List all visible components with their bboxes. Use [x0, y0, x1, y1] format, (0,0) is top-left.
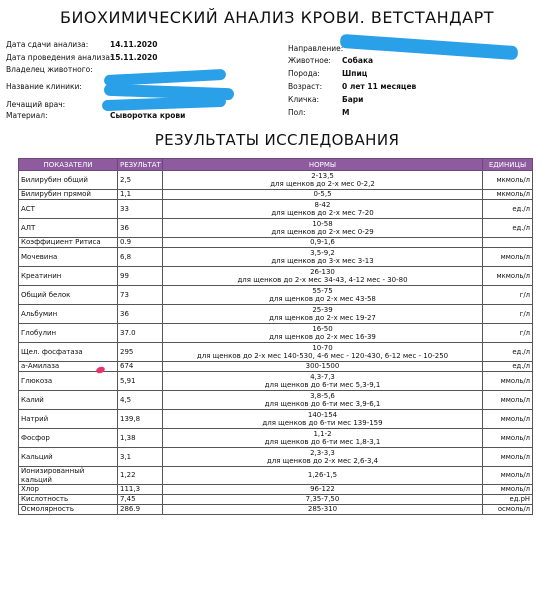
- page-title: БИОХИМИЧЕСКИЙ АНАЛИЗ КРОВИ. ВЕТСТАНДАРТ: [59, 8, 494, 27]
- norm-puppy: для щенков до 2-х мес 2,6-3,4: [266, 457, 379, 465]
- norm-puppy: для щенков до 2-х мес 140-530, 4-6 мес - 120-430, 6-12 мес - 10-250: [196, 352, 449, 360]
- unit-value: ед./л: [483, 219, 533, 238]
- norm-cell: [163, 343, 483, 362]
- parameter-name: Билирубин общий: [19, 171, 118, 190]
- unit-value: г/л: [483, 324, 533, 343]
- results-body: [19, 171, 533, 515]
- unit-value: мкмоль/л: [483, 267, 533, 286]
- norm-primary: 25-39: [312, 305, 333, 314]
- parameter-name: Кальций: [19, 448, 118, 467]
- table-row: [19, 429, 533, 448]
- unit-value: г/л: [483, 286, 533, 305]
- results-table: [18, 158, 533, 515]
- norm-cell: [163, 190, 483, 200]
- animal-value: Собака: [342, 56, 374, 65]
- parameter-name: Кислотность: [19, 495, 118, 505]
- norm-cell: [163, 467, 483, 485]
- result-value: 674: [118, 362, 163, 372]
- table-row: [19, 467, 533, 485]
- parameter-name: АСТ: [19, 200, 118, 219]
- table-row: [19, 448, 533, 467]
- breed-label: Порода:: [288, 69, 320, 78]
- norm-primary: 4,3-7,3: [310, 372, 335, 381]
- norm-primary: 10-70: [312, 343, 333, 352]
- table-row: [19, 324, 533, 343]
- age-value: 0 лет 11 месяцев: [342, 82, 417, 91]
- unit-value: ммоль/л: [483, 485, 533, 495]
- norm-cell: [163, 238, 483, 248]
- parameter-name: Общий белок: [19, 286, 118, 305]
- unit-value: [483, 238, 533, 248]
- table-row: [19, 219, 533, 238]
- result-value: 73: [118, 286, 163, 305]
- redaction-doctor: [102, 96, 226, 111]
- table-row: [19, 485, 533, 495]
- table-row: [19, 248, 533, 267]
- parameter-name: Коэффициент Ритиса: [19, 238, 118, 248]
- norm-cell: [163, 391, 483, 410]
- norm-cell: [163, 267, 483, 286]
- result-value: 99: [118, 267, 163, 286]
- table-row: [19, 200, 533, 219]
- result-value: 286.9: [118, 505, 163, 515]
- doctor-label: Лечащий врач:: [6, 100, 66, 109]
- table-row: [19, 343, 533, 362]
- norm-primary: 1,1-2: [313, 429, 332, 438]
- norm-primary: 26-130: [310, 267, 335, 276]
- norm-puppy: для щенков до 3-х мес 3-13: [271, 257, 374, 265]
- table-header-row: [19, 159, 533, 171]
- norm-primary: 0,9-1,6: [310, 238, 335, 247]
- norm-cell: [163, 200, 483, 219]
- norm-primary: 0-5,5: [313, 190, 332, 199]
- parameter-name: Креатинин: [19, 267, 118, 286]
- norm-primary: 1,26-1,5: [307, 471, 338, 480]
- norm-primary: 285-310: [307, 505, 338, 514]
- column-header-parameter: ПОКАЗАТЕЛИ: [19, 159, 118, 171]
- norm-cell: [163, 429, 483, 448]
- submit-date-label: Дата сдачи анализа:: [6, 40, 89, 49]
- norm-cell: [163, 248, 483, 267]
- norm-cell: [163, 505, 483, 515]
- result-value: 2,5: [118, 171, 163, 190]
- analysis-date-label: Дата проведения анализа:: [6, 53, 113, 62]
- parameter-name: Хлор: [19, 485, 118, 495]
- result-value: 36: [118, 305, 163, 324]
- unit-value: ед./л: [483, 362, 533, 372]
- nickname-label: Кличка:: [288, 95, 320, 104]
- column-header-norms: НОРМЫ: [163, 159, 483, 171]
- breed-value: Шпиц: [342, 69, 368, 78]
- norm-cell: [163, 372, 483, 391]
- norm-puppy: для щенков до 2-х мес 7-20: [271, 209, 374, 217]
- norm-puppy: для щенков до 2-х мес 43-58: [269, 295, 376, 303]
- results-title: РЕЗУЛЬТАТЫ ИССЛЕДОВАНИЯ: [154, 131, 400, 149]
- norm-cell: [163, 448, 483, 467]
- table-row: [19, 305, 533, 324]
- unit-value: мкмоль/л: [483, 190, 533, 200]
- material-value: Сыворотка крови: [110, 111, 186, 120]
- result-value: 295: [118, 343, 163, 362]
- parameter-name: Калий: [19, 391, 118, 410]
- analysis-date-value: 15.11.2020: [110, 53, 158, 62]
- parameter-name: Глюкоза: [19, 372, 118, 391]
- unit-value: ммоль/л: [483, 372, 533, 391]
- result-value: 37.0: [118, 324, 163, 343]
- unit-value: ед.pH: [483, 495, 533, 505]
- result-value: 0.9: [118, 238, 163, 248]
- norm-primary: 55-75: [312, 286, 333, 295]
- unit-value: ммоль/л: [483, 391, 533, 410]
- norm-cell: [163, 495, 483, 505]
- unit-value: ммоль/л: [483, 410, 533, 429]
- result-value: 3,1: [118, 448, 163, 467]
- table-row: [19, 267, 533, 286]
- table-row: [19, 190, 533, 200]
- sex-value: М: [342, 108, 350, 117]
- parameter-name: Осмолярность: [19, 505, 118, 515]
- parameter-name: Ионизированный кальций: [19, 467, 118, 485]
- unit-value: ед./л: [483, 343, 533, 362]
- norm-cell: [163, 324, 483, 343]
- table-row: [19, 171, 533, 190]
- column-header-result: РЕЗУЛЬТАТ: [118, 159, 163, 171]
- table-row: [19, 410, 533, 429]
- norm-primary: 10-58: [312, 219, 333, 228]
- norm-puppy: для щенков до 2-х мес 0-2,2: [270, 180, 375, 188]
- result-value: 4,5: [118, 391, 163, 410]
- result-value: 7,45: [118, 495, 163, 505]
- unit-value: ммоль/л: [483, 429, 533, 448]
- norm-primary: 7,35-7,50: [305, 495, 340, 504]
- unit-value: мкмоль/л: [483, 171, 533, 190]
- parameter-name: Альбумин: [19, 305, 118, 324]
- result-value: 139,8: [118, 410, 163, 429]
- unit-value: ммоль/л: [483, 448, 533, 467]
- result-value: 5,91: [118, 372, 163, 391]
- clinic-label: Название клиники:: [6, 82, 82, 91]
- table-row: [19, 391, 533, 410]
- norm-primary: 3,5-9,2: [310, 248, 335, 257]
- norm-cell: [163, 171, 483, 190]
- norm-puppy: для щенков до 2-х мес 0-29: [271, 228, 374, 236]
- owner-label: Владелец животного:: [6, 65, 93, 74]
- result-value: 6,8: [118, 248, 163, 267]
- norm-puppy: для щенков до 6-ти мес 5,3-9,1: [264, 381, 381, 389]
- result-value: 33: [118, 200, 163, 219]
- parameter-name: Фосфор: [19, 429, 118, 448]
- material-label: Материал:: [6, 111, 48, 120]
- norm-cell: [163, 286, 483, 305]
- norm-primary: 3,8-5,6: [310, 391, 335, 400]
- norm-primary: 300-1500: [305, 362, 340, 371]
- animal-label: Животное:: [288, 56, 331, 65]
- norm-cell: [163, 410, 483, 429]
- table-row: [19, 372, 533, 391]
- parameter-name: Щел. фосфатаза: [19, 343, 118, 362]
- norm-primary: 2-13,5: [311, 171, 334, 180]
- sex-label: Пол:: [288, 108, 306, 117]
- submit-date-value: 14.11.2020: [110, 40, 158, 49]
- parameter-name: а-Амилаза: [19, 362, 118, 372]
- table-row: [19, 495, 533, 505]
- norm-primary: 16-50: [312, 324, 333, 333]
- norm-primary: 8-42: [314, 200, 331, 209]
- table-row: [19, 238, 533, 248]
- parameter-name: Натрий: [19, 410, 118, 429]
- norm-primary: 2,3-3,3: [310, 448, 335, 457]
- norm-puppy: для щенков до 6-ти мес 3,9-6,1: [264, 400, 381, 408]
- parameter-name: Мочевина: [19, 248, 118, 267]
- norm-cell: [163, 485, 483, 495]
- result-value: 1,22: [118, 467, 163, 485]
- table-row: [19, 505, 533, 515]
- unit-value: ммоль/л: [483, 248, 533, 267]
- norm-cell: [163, 219, 483, 238]
- norm-cell: [163, 305, 483, 324]
- result-value: 1,38: [118, 429, 163, 448]
- age-label: Возраст:: [288, 82, 323, 91]
- table-row: [19, 286, 533, 305]
- norm-puppy: для щенков до 2-х мес 16-39: [269, 333, 376, 341]
- nickname-value: Бари: [342, 95, 364, 104]
- referral-label: Направление:: [288, 44, 344, 53]
- unit-value: осмоль/л: [483, 505, 533, 515]
- parameter-name: Билирубин прямой: [19, 190, 118, 200]
- result-value: 111,3: [118, 485, 163, 495]
- result-value: 1,1: [118, 190, 163, 200]
- norm-puppy: для щенков до 6-ти мес 139-159: [262, 419, 383, 427]
- unit-value: ммоль/л: [483, 467, 533, 485]
- unit-value: г/л: [483, 305, 533, 324]
- norm-cell: [163, 362, 483, 372]
- norm-puppy: для щенков до 2-х мес 34-43, 4-12 мес - 30-80: [237, 276, 408, 284]
- column-header-units: ЕДИНИЦЫ: [483, 159, 533, 171]
- unit-value: ед./л: [483, 200, 533, 219]
- norm-primary: 140-154: [307, 410, 338, 419]
- norm-puppy: для щенков до 6-ти мес 1,8-3,1: [264, 438, 381, 446]
- result-value: 36: [118, 219, 163, 238]
- parameter-name: АЛТ: [19, 219, 118, 238]
- norm-puppy: для щенков до 2-х мес 19-27: [269, 314, 376, 322]
- parameter-name: Глобулин: [19, 324, 118, 343]
- norm-primary: 96-122: [310, 485, 335, 494]
